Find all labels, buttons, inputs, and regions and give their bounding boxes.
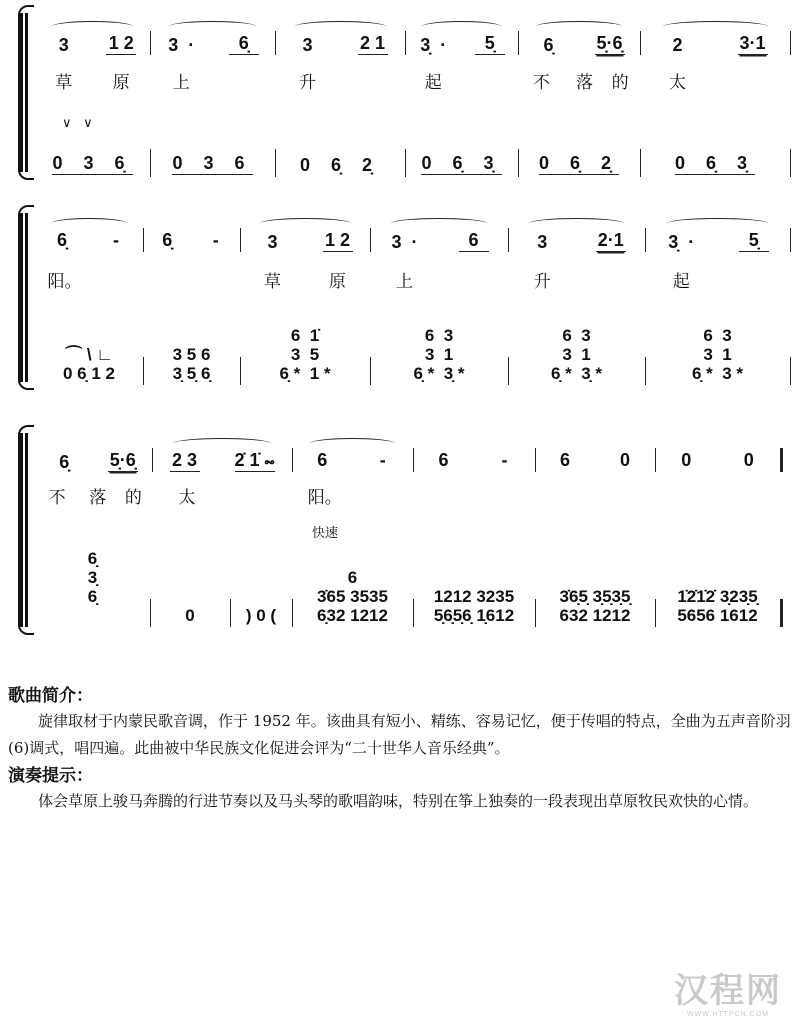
melody-measure xyxy=(275,33,405,55)
melody-measure xyxy=(35,230,143,250)
slur-mark xyxy=(663,21,768,32)
lyrics-measure xyxy=(508,267,645,292)
note: 6 xyxy=(317,450,328,470)
note: 6̣ xyxy=(162,230,173,250)
slur-mark xyxy=(52,21,133,32)
accompaniment-measure xyxy=(640,135,790,175)
note: 0 6̣ 3̣ xyxy=(421,153,502,173)
lyrics-measure xyxy=(645,267,790,292)
accompaniment-measure xyxy=(413,535,535,625)
note: - xyxy=(501,450,508,470)
chord-line: 3 1 xyxy=(703,345,732,364)
accompaniment-measure xyxy=(655,535,780,625)
chord-line: 6̣ * 1 * xyxy=(279,364,331,383)
accompaniment-measure xyxy=(535,535,655,625)
score-system xyxy=(0,425,800,635)
chord-line: 6̣ xyxy=(87,549,98,568)
lyric: 原 xyxy=(329,272,346,291)
melody-measure xyxy=(35,33,150,55)
system-bracket xyxy=(18,433,25,627)
barline xyxy=(790,31,791,55)
accompaniment-measure xyxy=(645,305,790,383)
chord-line: 6 xyxy=(347,568,358,587)
chord-line xyxy=(90,606,95,625)
chord-line: 3 1 xyxy=(562,345,591,364)
lyric: 草 xyxy=(264,272,281,291)
tips-heading: 演奏提示： xyxy=(8,766,93,785)
note: 6 xyxy=(438,450,449,470)
watermark-url: WWW.HTTPCN.COM xyxy=(686,1011,770,1018)
score-system xyxy=(0,5,800,180)
breath-marks: ∨ ∨ xyxy=(62,115,97,130)
melody-measure xyxy=(370,230,508,252)
lyric: 原 xyxy=(112,73,130,92)
lyrics-measure xyxy=(35,483,152,508)
chord xyxy=(173,345,211,383)
barline xyxy=(790,357,791,385)
lyrics-measure xyxy=(152,483,292,508)
tempo-marking: 快速 xyxy=(312,525,339,540)
melody-measure xyxy=(535,450,655,470)
note: 5̣·6̣ xyxy=(596,33,623,53)
chord-line: 632 1212 xyxy=(559,606,631,625)
note: 3 xyxy=(267,232,278,252)
slur-mark xyxy=(169,21,257,32)
melody-measure xyxy=(508,230,645,252)
melody-measure xyxy=(640,33,790,55)
note: 6 xyxy=(559,450,570,470)
note: 0 6̣ 3̣ xyxy=(674,153,756,173)
note: 6̣ xyxy=(229,33,259,55)
slur-mark xyxy=(391,218,488,229)
tips-text: 体会草原上骏马奔腾的行进节奏以及马头琴的歌唱韵味，特别在筝上独奏的一段表现出草原牧民欢快的心情。 xyxy=(38,792,759,810)
lyrics-measure xyxy=(640,68,790,93)
chord-line: 1̇2̇1̇2̇ 3̣23̣5̣ xyxy=(677,587,758,606)
chord-line: 3̇6̣5̣ 3̣5̣3̣5̣ xyxy=(559,587,631,606)
intro-heading: 歌曲简介： xyxy=(8,686,93,705)
note: 3 · xyxy=(391,232,418,252)
system-bracket xyxy=(18,213,25,382)
note: 3̣ · xyxy=(668,232,695,252)
chord-line: 5̣6̣5̣6̣ 1̣612 xyxy=(433,606,515,625)
lyric: 上 xyxy=(172,73,190,92)
melody-measure xyxy=(152,450,292,472)
chord xyxy=(88,549,97,625)
note: 0 3 6̣ xyxy=(52,153,133,173)
chord-line: 3 1 xyxy=(424,345,454,364)
note: - xyxy=(212,230,219,250)
melody-measure xyxy=(150,33,275,55)
chord xyxy=(246,606,276,625)
accompaniment-measure xyxy=(150,535,230,625)
chord-line: 0 6̣ 1 2 xyxy=(63,364,115,383)
note: 2̇ 1̇ 𝆗 xyxy=(234,450,275,470)
slur-mark xyxy=(173,438,271,449)
system-bracket xyxy=(18,13,25,172)
lyrics-measure xyxy=(292,483,413,508)
lyric: 升 xyxy=(299,73,316,92)
note: - xyxy=(379,450,386,470)
lyrics-measure xyxy=(150,68,275,93)
chord-line: 3̣ 5̣ 6̣ xyxy=(172,364,211,383)
slur-mark xyxy=(667,218,769,229)
lyric: 落 的 xyxy=(89,488,142,507)
note: 3 xyxy=(302,35,313,55)
chord-line: 6 3 xyxy=(562,326,591,345)
chord-line: 3 5 6 xyxy=(172,345,211,364)
chord-line: 0 xyxy=(185,606,195,625)
accompaniment-measure xyxy=(35,305,143,383)
note: 0 3 6 xyxy=(172,153,253,173)
note: - xyxy=(113,230,119,250)
note: 0 xyxy=(681,450,692,470)
note: 0 6̣ 2̣ xyxy=(538,153,620,173)
note: 2 3 xyxy=(170,450,200,472)
lyric: 不 xyxy=(48,488,66,507)
melody-measure xyxy=(655,450,780,470)
chord-line: 6̣32 1212 xyxy=(317,606,388,625)
melody-measure xyxy=(35,450,152,472)
slur-mark xyxy=(529,218,625,229)
accompaniment-measure xyxy=(150,135,275,175)
chord-line: 6̣ * 3̣ * xyxy=(413,364,465,383)
note: 5̣ xyxy=(739,230,769,252)
lyric: 草 xyxy=(55,73,73,92)
note: 3 xyxy=(58,35,69,55)
note: 5̣·6̣ xyxy=(109,450,136,470)
melody-measure xyxy=(413,450,535,470)
melody-measure xyxy=(405,33,518,55)
lyric: 太 xyxy=(178,488,196,507)
note: 1 2 xyxy=(106,33,136,55)
note: 0 xyxy=(619,450,630,470)
watermark-logo xyxy=(674,972,782,1019)
chord xyxy=(677,587,757,625)
score-system xyxy=(0,205,800,390)
chord-line: 3̇65 3535 xyxy=(317,587,388,606)
accompaniment-measure xyxy=(35,535,150,625)
note: 3·1 xyxy=(739,33,766,53)
chord xyxy=(560,587,631,625)
note: 3 · xyxy=(168,35,195,55)
chord xyxy=(317,568,388,625)
note: 0 xyxy=(743,450,754,470)
lyric: 太 xyxy=(669,73,686,92)
accompaniment-measure xyxy=(275,135,405,175)
chord xyxy=(434,587,514,625)
description-section xyxy=(8,684,794,817)
chord xyxy=(63,345,115,383)
chord-line: 3̣ xyxy=(87,568,98,587)
barline xyxy=(790,228,791,252)
accompaniment-measure xyxy=(370,305,508,383)
lyrics-measure xyxy=(35,68,150,93)
melody-measure xyxy=(143,230,240,250)
note: 2 xyxy=(672,35,683,55)
lyric: 升 xyxy=(533,272,551,291)
melody-measure xyxy=(645,230,790,252)
slur-mark xyxy=(310,438,395,449)
accompaniment-measure xyxy=(405,135,518,175)
lyrics-measure xyxy=(35,267,143,292)
accompaniment-measure xyxy=(35,135,150,175)
lyric: 起 xyxy=(424,73,442,92)
lyric: 起 xyxy=(672,272,690,291)
lyric: 不 xyxy=(532,73,550,92)
chord xyxy=(692,326,743,383)
note: 6 xyxy=(459,230,489,252)
melody-measure xyxy=(292,450,413,470)
note: 3 xyxy=(537,232,548,252)
lyrics-measure xyxy=(405,68,518,93)
note: 3̣ · xyxy=(420,35,447,55)
chord-line: 6̣ * 3 * xyxy=(691,364,744,383)
note: 0 6̣ 2̣ xyxy=(299,155,381,175)
note: 6̣ xyxy=(56,230,67,250)
lyric: 阳。 xyxy=(47,272,82,291)
note: 6̣ xyxy=(543,35,554,55)
accompaniment-measure xyxy=(230,535,292,625)
chord xyxy=(413,326,464,383)
chord xyxy=(551,326,602,383)
melody-measure xyxy=(518,33,640,55)
lyric: 上 xyxy=(396,272,413,291)
note: 2 1 xyxy=(358,33,388,55)
slur-mark xyxy=(422,21,501,32)
chord-line: ⌒ \ ∟ xyxy=(65,345,113,364)
lyrics-measure xyxy=(275,68,405,93)
lyrics-measure xyxy=(518,68,640,93)
chord-line: ) 0 ( xyxy=(245,606,277,625)
slur-mark xyxy=(536,21,621,32)
barline xyxy=(790,149,791,177)
chord-line: 6̣ xyxy=(87,587,98,606)
barline xyxy=(780,599,783,627)
accompaniment-measure xyxy=(508,305,645,383)
chord-line: 6 3 xyxy=(703,326,732,345)
chord xyxy=(279,326,330,383)
chord-line: 5656 1612 xyxy=(677,606,758,625)
barline xyxy=(780,448,783,472)
chord-line: 6̣ * 3̣ * xyxy=(550,364,603,383)
accompaniment-measure xyxy=(240,305,370,383)
melody-measure xyxy=(240,230,370,252)
note: 6̣ xyxy=(59,452,70,472)
slur-mark xyxy=(51,218,127,229)
watermark-logo-text: 汉程网 xyxy=(674,972,782,1010)
note: 1 2 xyxy=(323,230,353,252)
intro-text: 旋律取材于内蒙民歌音调，作于 1952 年。该曲具有短小、精练、容易记忆，便于传唱的特点，全曲为五声音阶羽(6)调式，唱四遍。此曲被中华民族文化促进会评为“二十世华人音乐经典”。 xyxy=(8,712,791,757)
slur-mark xyxy=(260,218,351,229)
lyrics-measure xyxy=(240,267,370,292)
chord-line: 3 5 xyxy=(290,345,320,364)
lyric: 落 的 xyxy=(575,73,629,92)
lyrics-measure xyxy=(370,267,508,292)
accompaniment-measure xyxy=(143,305,240,383)
chord-line: 1212 3235 xyxy=(433,587,515,606)
accompaniment-measure xyxy=(518,135,640,175)
chord-line: 6 1̇ xyxy=(290,326,320,345)
accompaniment-measure xyxy=(292,535,413,625)
slur-mark xyxy=(295,21,386,32)
chord-line: 6 3 xyxy=(424,326,454,345)
note: 5̣ xyxy=(475,33,505,55)
note: 2·1 xyxy=(597,230,624,250)
lyric: 阳。 xyxy=(307,488,342,507)
chord xyxy=(185,606,194,625)
